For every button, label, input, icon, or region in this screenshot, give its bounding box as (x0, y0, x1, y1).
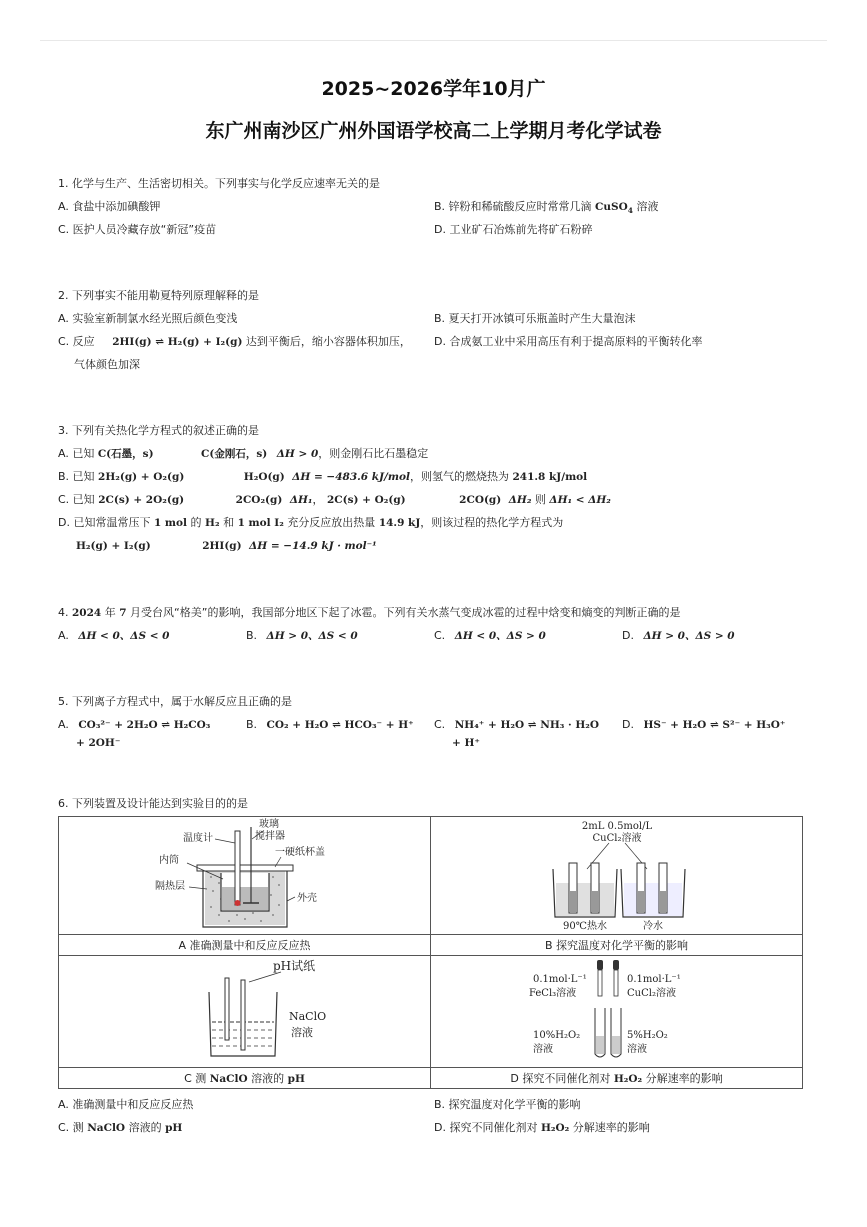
label-c-sol2: 溶液 (290, 1026, 313, 1039)
label-d-r3: 5%H₂O₂ (626, 1030, 668, 1041)
temperature-diagram (497, 817, 737, 931)
q3-c-comma: ， (312, 493, 324, 506)
q6-option-b[interactable]: B. 探究温度对化学平衡的影响 (434, 1098, 581, 1111)
q3-a-label: A. 已知 (58, 447, 95, 460)
label-d-l3: 10%H₂O₂ (532, 1030, 580, 1041)
q3-d-label: D. 已知常温常压下 (58, 516, 151, 529)
q4-c-label: C. (434, 629, 446, 642)
q6-c-ph: pH (165, 1122, 183, 1134)
q3-option-a[interactable] (58, 446, 428, 462)
label-shell: 外壳 (296, 893, 317, 904)
q1-option-d[interactable]: D. 工业矿石冶炼前先将矿石粉碎 (434, 223, 593, 236)
q4-option-b[interactable] (246, 628, 358, 644)
q3-c-label: C. 已知 (58, 493, 95, 506)
q5-option-a-line2: + 2OH⁻ (76, 737, 121, 749)
q3-a-text: ，则金刚石比石墨稳定 (318, 447, 429, 460)
q4-c-value: ΔH < 0、ΔS > 0 (454, 630, 546, 642)
q6-c-mid: 溶液的 (128, 1121, 162, 1134)
q6-d-post: 分解速率的影响 (572, 1121, 650, 1134)
q4-option-c[interactable] (434, 628, 546, 644)
page-title-line1: 2025~2026学年10月广 (321, 78, 546, 100)
q5-c-label: C. (434, 718, 446, 731)
page-title-line2: 东广州南沙区广州外国语学校高二上学期月考化学试卷 (205, 120, 662, 142)
q3-b-product: H₂O(g) (243, 471, 285, 483)
label-d-l1: 0.1mol·L⁻¹ (532, 974, 587, 985)
q3-c-reactant1: 2C(s) + 2O₂(g) (98, 494, 185, 506)
q5-stem: 5. 下列离子方程式中，属于水解反应且正确的是 (58, 695, 292, 708)
fig-c-caption-pre: C 测 (184, 1072, 207, 1085)
q3-d-text3: 充分反应放出热量 (287, 516, 376, 529)
fig-d-caption-post: 分解速率的影响 (645, 1072, 723, 1085)
q6-option-d[interactable] (434, 1120, 650, 1136)
q3-b-dh: ΔH = −483.6 kJ/mol (292, 471, 410, 483)
q6-figure-table (58, 816, 803, 1089)
q1-option-b-text: B. 锌粉和稀硫酸反应时常常几滴 (434, 200, 592, 213)
q4-d-value: ΔH > 0、ΔS > 0 (643, 630, 735, 642)
q3-c-product1: 2CO₂(g) (235, 494, 283, 506)
q3-a-product: C(金刚石，s) (201, 448, 268, 460)
fig-d-catalyst (431, 956, 803, 1068)
q3-c-reactant2: 2C(s) + O₂(g) (327, 494, 406, 506)
label-d-r4: 溶液 (626, 1044, 647, 1055)
fig-c-caption-ph: pH (287, 1073, 305, 1085)
label-thermometer: 温度计 (182, 833, 213, 844)
q3-d-text1: 的 (190, 516, 202, 529)
q5-a-equation: CO₃²⁻ + 2H₂O ⇌ H₂CO₃ (78, 719, 211, 731)
q5-c-equation: NH₄⁺ + H₂O ⇌ NH₃ · H₂O (454, 719, 599, 731)
label-b-cold: 冷水 (642, 921, 663, 931)
q3-d-heat: 14.9 kJ (378, 517, 421, 529)
label-b-hot: 90℃热水 (562, 921, 607, 931)
fig-c-caption-mid: 溶液的 (251, 1072, 285, 1085)
q2-option-c[interactable] (58, 334, 411, 350)
label-b-top2: CuCl₂溶液 (592, 833, 641, 844)
q5-option-c[interactable] (434, 717, 599, 733)
q3-d-reactant: H₂(g) + I₂(g) (76, 540, 151, 552)
q6-d-chem: H₂O₂ (540, 1122, 570, 1134)
q2-option-a[interactable]: A. 实验室新制氯水经光照后颜色变浅 (58, 312, 238, 325)
q5-b-label: B. (246, 718, 258, 731)
q4-d-label: D. (622, 629, 634, 642)
q3-c-dh2: ΔH₂ (508, 494, 532, 506)
catalyst-diagram (497, 956, 737, 1064)
q6-stem: 6. 下列装置及设计能达到实验目的的是 (58, 797, 248, 810)
q6-option-c[interactable] (58, 1120, 182, 1136)
q3-stem: 3. 下列有关热化学方程式的叙述正确的是 (58, 424, 259, 437)
fig-b-caption: B 探究温度对化学平衡的影响 (431, 935, 803, 956)
ph-diagram (125, 956, 365, 1064)
q6-c-pre: C. 测 (58, 1121, 84, 1134)
label-b-top1: 2mL 0.5mol/L (581, 821, 652, 832)
q3-d-text4: ，则该过程的热化学方程式为 (420, 516, 564, 529)
label-d-r1: 0.1mol·L⁻¹ (626, 974, 681, 985)
q2-option-d[interactable]: D. 合成氨工业中采用高压有利于提高原料的平衡转化率 (434, 335, 703, 348)
q3-d-product: 2HI(g) (202, 540, 242, 552)
q3-d-amount1: 1 mol (153, 517, 188, 529)
q6-c-chem: NaClO (87, 1122, 126, 1134)
q3-b-value: 241.8 kJ/mol (512, 471, 588, 483)
q4-text1: 年 (104, 606, 116, 619)
label-stirrer2: 搅拌器 (254, 831, 285, 842)
q3-c-relation: ΔH₁ < ΔH₂ (549, 494, 611, 506)
q2-stem: 2. 下列事实不能用勒夏特列原理解释的是 (58, 289, 259, 302)
label-d-l4: 溶液 (532, 1044, 553, 1055)
label-stirrer1: 玻璃 (258, 819, 279, 830)
q4-option-a[interactable] (58, 628, 169, 644)
q2-option-b[interactable]: B. 夏天打开冰镇可乐瓶盖时产生大量泡沫 (434, 312, 636, 325)
q2-option-c-line2: 气体颜色加深 (74, 358, 140, 371)
q1-option-c[interactable]: C. 医护人员冷藏存放“新冠”疫苗 (58, 223, 217, 236)
label-c-sol1: NaClO (288, 1010, 326, 1023)
q5-option-c-line2: + H⁺ (452, 737, 480, 749)
q3-d-h2: H₂ (205, 517, 220, 529)
q3-option-b[interactable] (58, 469, 587, 485)
q4-month: 7 (119, 607, 127, 619)
q5-b-equation: CO₂ + H₂O ⇌ HCO₃⁻ + H⁺ (266, 719, 414, 731)
q1-stem: 1. 化学与生产、生活密切相关。下列事实与化学反应速率无关的是 (58, 177, 380, 190)
q1-option-b[interactable] (434, 199, 659, 219)
fig-c-ph (59, 956, 431, 1068)
q5-d-label: D. (622, 718, 634, 731)
label-d-r2: CuCl₂溶液 (626, 988, 676, 999)
q3-a-dh: ΔH > 0 (276, 448, 319, 460)
label-d-l2: FeCl₃溶液 (528, 988, 576, 999)
fig-d-caption-chem: H₂O₂ (613, 1073, 643, 1085)
q3-c-product2: 2CO(g) (459, 494, 502, 506)
q3-b-label: B. 已知 (58, 470, 95, 483)
q2-option-c-text: 达到平衡后，缩小容器体积加压， (245, 335, 411, 348)
q3-c-dh1: ΔH₁ (289, 494, 313, 506)
label-insul: 隔热层 (154, 881, 185, 892)
header-divider (40, 40, 827, 41)
q3-c-then: 则 (534, 493, 546, 506)
q2-option-c-label: C. 反应 (58, 335, 95, 348)
q4-year: 2024 (72, 607, 102, 619)
q3-d-text2: 和 (223, 516, 235, 529)
fig-c-caption-chem: NaClO (209, 1073, 248, 1085)
q3-option-c[interactable] (58, 492, 611, 508)
label-lid: 一硬纸杯盖 (274, 847, 325, 858)
q4-text2: 月受台风“格美”的影响，我国部分地区下起了冰雹。下列有关水蒸气变成冰雹的过程中焓变和熵变的判断正确的是 (130, 606, 681, 619)
q3-b-reactant: 2H₂(g) + O₂(g) (98, 471, 185, 483)
q3-option-d[interactable] (58, 515, 563, 531)
q1-option-a[interactable]: A. 食盐中添加碘酸钾 (58, 200, 161, 213)
q1-option-b-suffix: 溶液 (633, 200, 659, 213)
label-c-paper: pH试纸 (272, 959, 315, 973)
q4-a-value: ΔH < 0、ΔS < 0 (78, 630, 170, 642)
fig-a-calorimeter (59, 817, 431, 935)
q4-option-d[interactable] (622, 628, 735, 644)
fig-c-caption (59, 1068, 431, 1089)
q4-b-value: ΔH > 0、ΔS < 0 (266, 630, 358, 642)
q5-option-d[interactable] (622, 717, 785, 733)
q3-d-dh: ΔH = −14.9 kJ · mol⁻¹ (249, 540, 377, 552)
fig-d-caption (431, 1068, 803, 1089)
fig-d-caption-pre: D 探究不同催化剂对 (510, 1072, 611, 1085)
q4-number: 4. (58, 606, 69, 619)
q4-b-label: B. (246, 629, 258, 642)
q3-a-reactant: C(石墨，s) (97, 448, 154, 460)
q6-option-a[interactable]: A. 准确测量中和反应反应热 (58, 1098, 194, 1111)
fig-a-caption: A 准确测量中和反应反应热 (59, 935, 431, 956)
fig-b-temperature (431, 817, 803, 935)
q4-stem (58, 605, 680, 621)
label-inner: 内筒 (158, 855, 179, 866)
q5-d-equation: HS⁻ + H₂O ⇌ S²⁻ + H₃O⁺ (643, 719, 786, 731)
calorimeter-diagram (125, 817, 365, 931)
q3-b-text: ，则氢气的燃烧热为 (409, 470, 509, 483)
q4-a-label: A. (58, 629, 69, 642)
q2-option-c-equation: 2HI(g) ⇌ H₂(g) + I₂(g) (112, 336, 243, 348)
q6-d-pre: D. 探究不同催化剂对 (434, 1121, 538, 1134)
q1-option-b-formula: CuSO$_4$ (595, 201, 633, 216)
q5-option-a[interactable] (58, 717, 210, 733)
q3-d-amount2: 1 mol I₂ (237, 517, 284, 529)
q5-option-b[interactable] (246, 717, 414, 733)
q3-option-d-equation (76, 538, 377, 554)
q5-a-label: A. (58, 718, 69, 731)
